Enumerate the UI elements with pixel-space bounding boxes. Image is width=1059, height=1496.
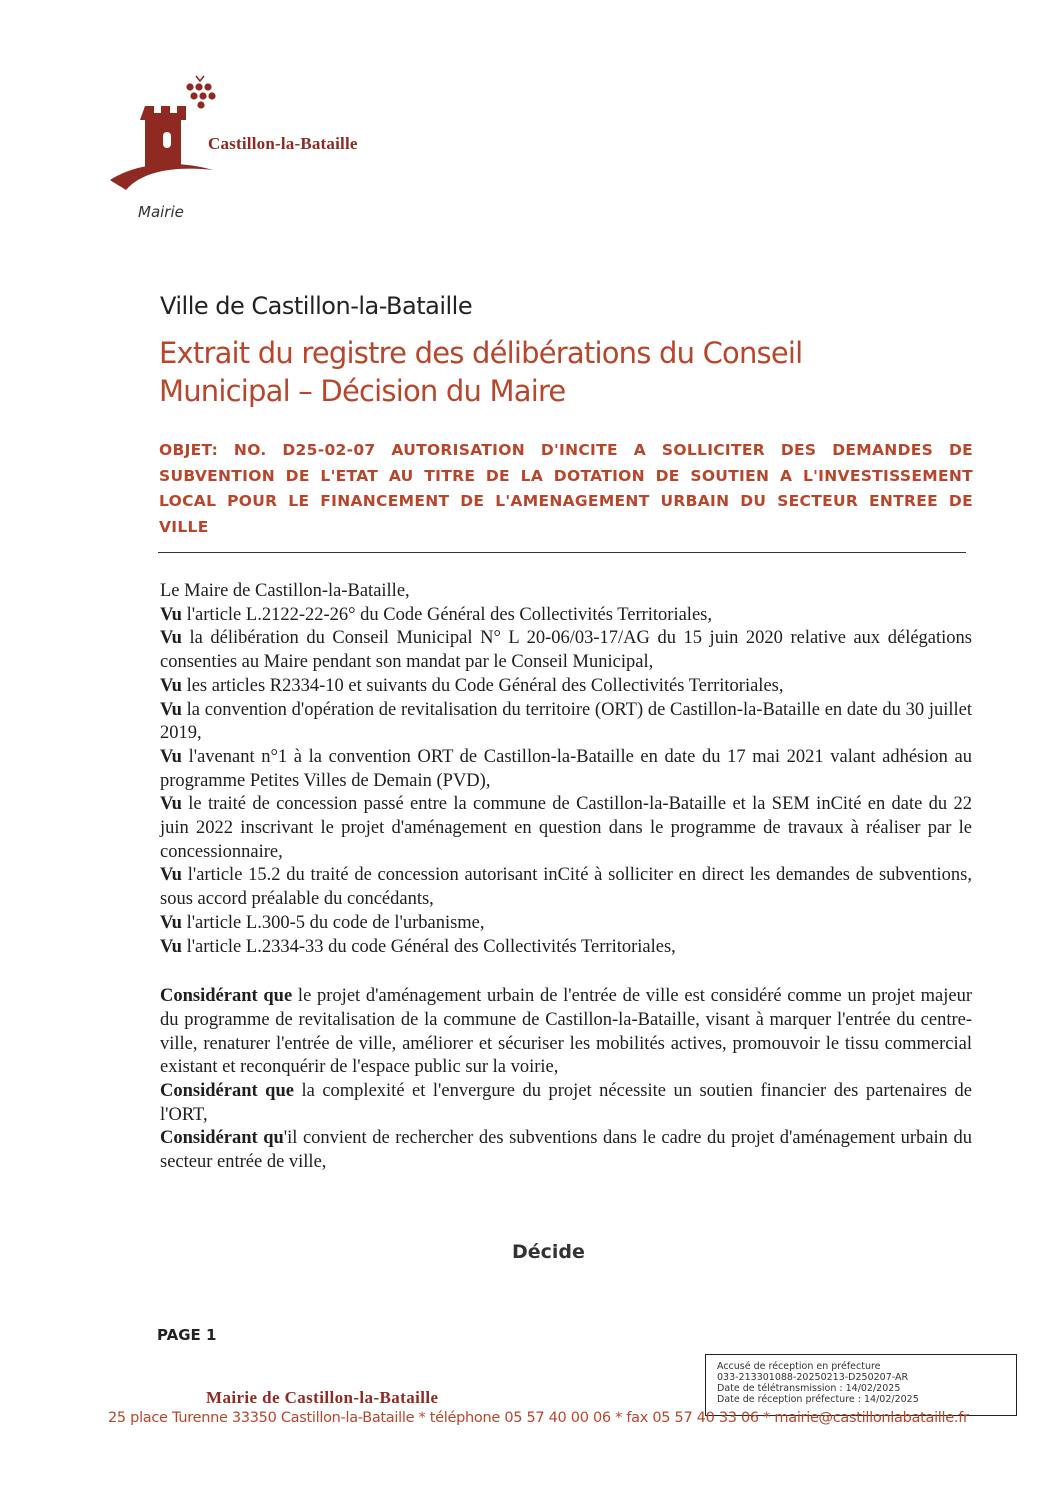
vu-item: Vu les articles R2334-10 et suivants du Code Général des Collectivités Territoriales,: [160, 675, 784, 696]
vu-item: Vu l'article L.300-5 du code de l'urbanisme,: [160, 912, 485, 933]
ville-heading: Ville de Castillon-la-Bataille: [160, 292, 473, 320]
intro-line: Le Maire de Castillon-la-Bataille,: [160, 581, 410, 601]
vu-item: Vu l'article 15.2 du traité de concession autorisant inCité à solliciter en direct les demandes de subventions, sous accord préalable du concédants,: [160, 865, 973, 910]
prefecture-stamp: [705, 1354, 1017, 1416]
divider: [158, 552, 966, 553]
logo-subtitle: Mairie: [138, 203, 184, 221]
vu-item: Vu l'avenant n°1 à la convention ORT de Castillon-la-Bataille en date du 17 mai 2021 valant adhésion au programme Petites Villes de Demain (PVD),: [160, 746, 973, 791]
objet-heading: OBJET: NO. D25-02-07 AUTORISATION D'INCITE A SOLLICITER DES DEMANDES DE SUBVENTION DE L'ETAT AU TITRE DE LA DOTATION DE SOUTIEN A L'INVESTISSEMENT LOCAL POUR LE FINANCEMENT DE L'AMENAGEMENT URBAIN DU SECTEUR ENTREE DE VILLE: [159, 441, 973, 536]
stamp-line: Accusé de réception en préfecture: [717, 1361, 881, 1372]
stamp-line: 033-213301088-20250213-D250207-AR: [717, 1372, 909, 1383]
logo-name: Castillon-la-Bataille: [208, 134, 358, 153]
stamp-line: Date de télétransmission : 14/02/2025: [717, 1383, 901, 1394]
considerant-item: Considérant que le projet d'aménagement urbain de l'entrée de ville est considéré comme un projet majeur du programme de revitalisation de la commune de Castillon-la-Bataille, visant à marquer l'entrée du centre-ville, renaturer l'entrée de ville, améliorer et sécuriser les mobilités actives, promouvoir le tissu commercial existant et reconquérir de l'espace public sur la voirie,: [160, 986, 972, 1078]
footer-address: 25 place Turenne 33350 Castillon-la-Bataille * téléphone 05 57 40 00 06 * fax 05 57 40 33 06 * mairie@castillonlabataille.fr: [108, 1410, 969, 1426]
decide-heading: Décide: [512, 1241, 585, 1263]
vu-item: Vu l'article L.2334-33 du code Général des Collectivités Territoriales,: [160, 936, 676, 957]
title-line-2: Municipal – Décision du Maire: [159, 374, 566, 408]
stamp-line: Date de réception préfecture : 14/02/2025: [717, 1394, 919, 1405]
title-line-1: Extrait du registre des délibérations du Conseil: [159, 336, 803, 370]
vu-item: Vu la convention d'opération de revitalisation du territoire (ORT) de Castillon-la-Bataille en date du 30 juillet 2019,: [160, 699, 972, 744]
page-number: PAGE 1: [157, 1326, 217, 1344]
considerant-item: Considérant que la complexité et l'envergure du projet nécessite un soutien financier des partenaires de l'ORT,: [160, 1081, 972, 1125]
vu-item: Vu le traité de concession passé entre la commune de Castillon-la-Bataille et la SEM inCité en date du 22 juin 2022 inscrivant le projet d'aménagement en question dans le programme de travaux à réaliser par le concessionnaire,: [160, 794, 973, 862]
document-body: [160, 580, 972, 1175]
vu-item: Vu l'article L.2122-22-26° du Code Général des Collectivités Territoriales,: [160, 604, 712, 625]
document-title: [159, 334, 959, 410]
considerant-item: Considérant qu'il convient de rechercher des subventions dans le cadre du projet d'aménagement urbain du secteur entrée de ville,: [160, 1128, 972, 1173]
vu-item: Vu la délibération du Conseil Municipal N° L 20-06/03-17/AG du 15 juin 2020 relative aux délégations consenties au Maire pendant son mandat par le Conseil Municipal,: [160, 628, 972, 673]
footer-name: Mairie de Castillon-la-Bataille: [206, 1388, 439, 1407]
